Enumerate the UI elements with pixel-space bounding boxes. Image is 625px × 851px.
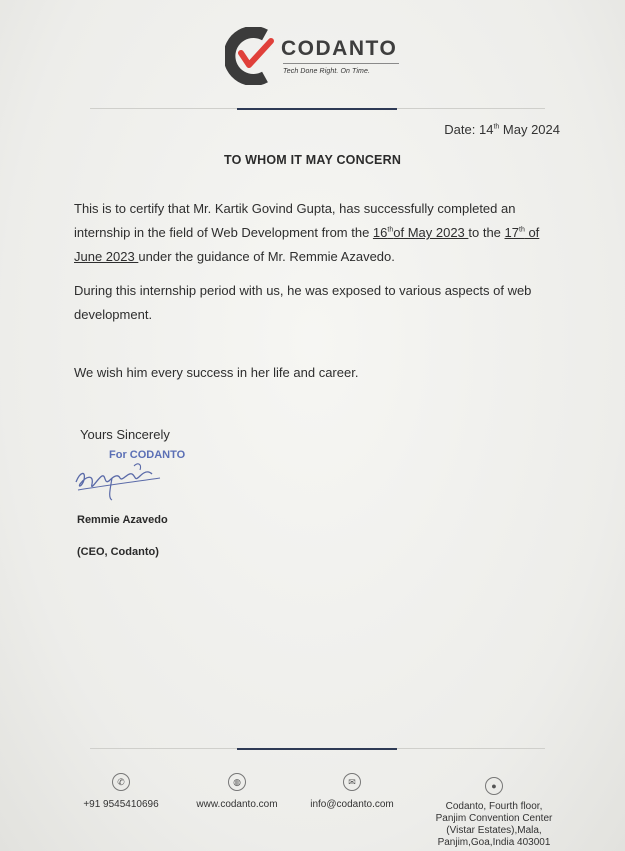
- address-line: Panjim,Goa,India 403001: [437, 837, 551, 848]
- address-line: Panjim Convention Center: [435, 813, 553, 824]
- website-text: www.codanto.com: [196, 799, 278, 810]
- paragraph-certification: This is to certify that Mr. Kartik Govind Gupta, has successfully completed an internship in the field of Web Development from the 16thof May 2023 to the 17th of June 2023 under the guidance of Mr. Remmie Azavedo.: [74, 201, 540, 264]
- footer-phone: [78, 773, 164, 810]
- company-logo: [225, 27, 425, 87]
- footer-email: [298, 773, 406, 810]
- globe-icon: ◍: [228, 773, 246, 791]
- signer-name: Remmie Azavedo: [77, 514, 168, 526]
- end-date: 17th of June 2023: [74, 225, 540, 264]
- location-pin-icon: ●: [485, 777, 503, 795]
- phone-number: +91 9545410696: [83, 799, 159, 810]
- brand-name: CODANTO: [281, 37, 398, 60]
- company-stamp: For CODANTO: [109, 449, 186, 461]
- email-text: info@codanto.com: [310, 799, 394, 810]
- footer-address: [424, 777, 564, 849]
- mail-icon: ✉: [343, 773, 361, 791]
- letter-subject: TO WHOM IT MAY CONCERN: [223, 153, 402, 167]
- brand-divider: [283, 63, 399, 64]
- logo-mark-icon: [225, 27, 283, 85]
- signature-icon: [72, 460, 167, 502]
- brand-tagline: Tech Done Right. On Time.: [283, 68, 370, 75]
- paragraph-wishes: We wish him every success in her life and career.: [74, 365, 359, 380]
- start-date: 16thof May 2023: [372, 225, 469, 240]
- address-line: (Vistar Estates),Mala,: [446, 825, 542, 836]
- closing-salutation: Yours Sincerely: [80, 427, 170, 442]
- signer-role: (CEO, Codanto): [77, 546, 159, 558]
- phone-icon: ✆: [112, 773, 130, 791]
- letter-date: Date: 14th May 2024: [444, 122, 560, 137]
- address-line: Codanto, Fourth floor,: [445, 801, 543, 812]
- header-rule-accent: [237, 108, 397, 110]
- footer-rule-accent: [237, 748, 397, 750]
- paragraph-exposure: During this internship period with us, he was exposed to various aspects of web development.: [74, 283, 532, 322]
- footer-website: [186, 773, 288, 810]
